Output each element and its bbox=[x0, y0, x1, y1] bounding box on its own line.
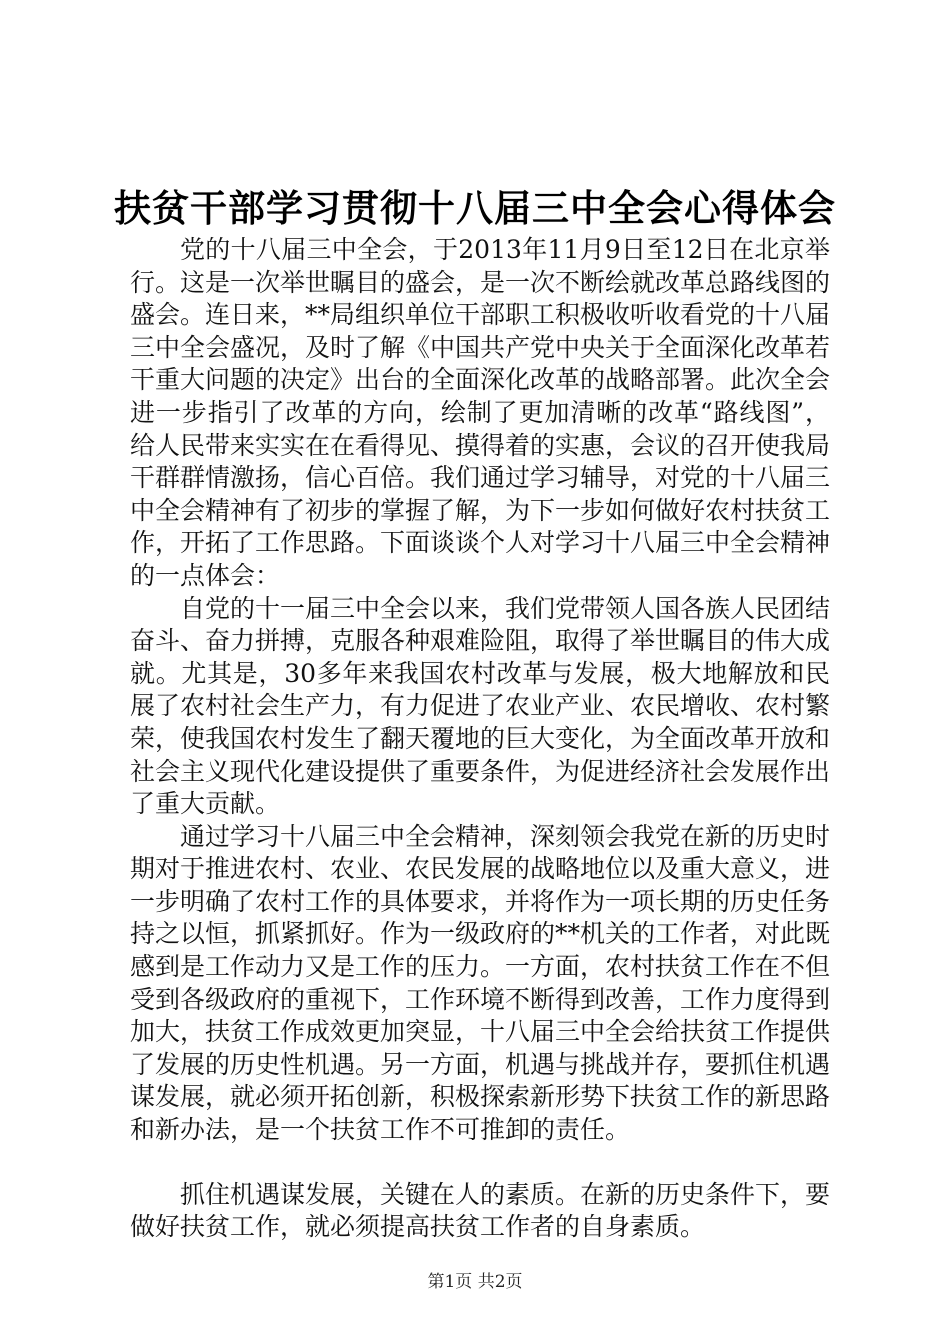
paragraph-4: 抓住机遇谋发展，关键在人的素质。在新的历史条件下，要做好扶贫工作，就必须提高扶贫工作者的自身素质。 bbox=[130, 1179, 831, 1242]
paragraph-1: 党的十八届三中全会，于2013年11月9日至12日在北京举行。这是一次举世瞩目的盛会，是一次不断绘就改革总路线图的盛会。连日来，**局组织单位干部职工积极收听收看党的十八届三中全会盛况，及时了解《中国共产党中央关于全面深化改革若干重大问题的决定》出台的全面深化改革的战略部署。此次全会进一步指引了改革的方向，绘制了更加清晰的改革“路线图”，给人民带来实实在在看得见、摸得着的实惠，会议的召开使我局干群群情激扬，信心百倍。我们通过学习辅导，对党的十八届三中全会精神有了初步的掌握了解，为下一步如何做好农村扶贫工作，开拓了工作思路。下面谈谈个人对学习十八届三中全会精神的一点体会： bbox=[130, 235, 831, 590]
document-title: 扶贫干部学习贯彻十八届三中全会心得体会 bbox=[114, 187, 836, 230]
document-body bbox=[130, 234, 830, 1244]
paragraph-3: 通过学习十八届三中全会精神，深刻领会我党在新的历史时期对于推进农村、农业、农民发展的战略地位以及重大意义，进一步明确了农村工作的具体要求，并将作为一项长期的历史任务持之以恒，抓紧抓好。作为一级政府的**机关的工作者，对此既感到是工作动力又是工作的压力。一方面，农村扶贫工作在不但受到各级政府的重视下，工作环境不断得到改善，工作力度得到加大，扶贫工作成效更加突显，十八届三中全会给扶贫工作提供了发展的历史性机遇。另一方面，机遇与挑战并存，要抓住机遇谋发展，就必须开拓创新，积极探索新形势下扶贫工作的新思路和新办法，是一个扶贫工作不可推卸的责任。 bbox=[130, 821, 831, 1145]
paragraph-2: 自党的十一届三中全会以来，我们党带领人国各族人民团结奋斗、奋力拼搏，克服各种艰难险阻，取得了举世瞩目的伟大成就。尤其是，30多年来我国农村改革与发展，极大地解放和民展了农村社会生产力，有力促进了农业产业、农民增收、农村繁荣，使我国农村发生了翻天覆地的巨大变化，为全面改革开放和社会主义现代化建设提供了重要条件，为促进经济社会发展作出了重大贡献。 bbox=[130, 593, 831, 819]
page-number-footer: 第1页 共2页 bbox=[427, 1272, 523, 1292]
